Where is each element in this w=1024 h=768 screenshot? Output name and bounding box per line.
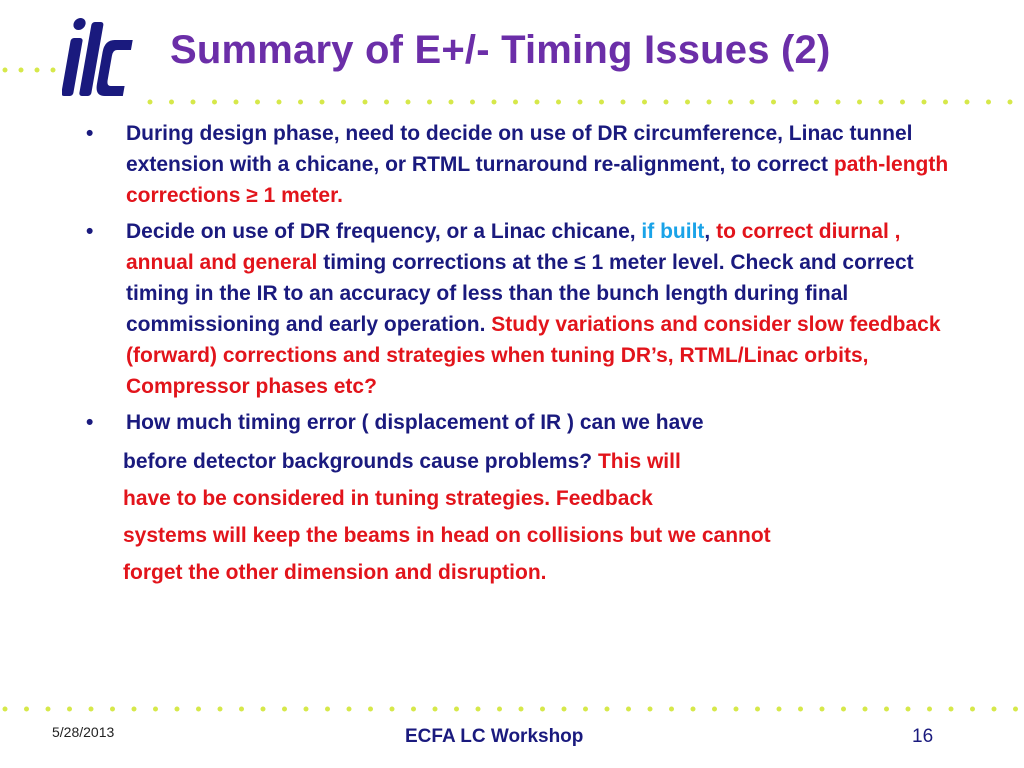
decorative-dot bbox=[411, 707, 416, 712]
decorative-dot bbox=[750, 100, 755, 105]
decorative-dot bbox=[519, 707, 524, 712]
continuation-line-2: have to be considered in tuning strategies. Feedback bbox=[123, 487, 653, 510]
decorative-dot bbox=[970, 707, 975, 712]
decorative-dot bbox=[191, 100, 196, 105]
decorative-dot bbox=[841, 707, 846, 712]
bullet-1-text: During design phase, need to decide on use of DR circumference, Linac tunnel extension with a chicane, or RTML turnaround re-alignment, to correct bbox=[126, 122, 913, 176]
decorative-dot bbox=[556, 100, 561, 105]
decorative-dot bbox=[540, 707, 545, 712]
bullet-3-text: How much timing error ( displacement of IR ) can we have bbox=[126, 411, 704, 434]
decorative-dot bbox=[239, 707, 244, 712]
decorative-dot bbox=[261, 707, 266, 712]
decorative-dot bbox=[884, 707, 889, 712]
decorative-dot bbox=[1008, 100, 1013, 105]
decorative-dot bbox=[814, 100, 819, 105]
decorative-dot bbox=[427, 100, 432, 105]
decorative-dot bbox=[169, 100, 174, 105]
page-number: 16 bbox=[912, 726, 934, 747]
decorative-dot bbox=[390, 707, 395, 712]
decorative-dot bbox=[685, 100, 690, 105]
decorative-dot bbox=[347, 707, 352, 712]
decorative-dot bbox=[218, 707, 223, 712]
decorative-dot bbox=[605, 707, 610, 712]
continuation-line-4: forget the other dimension and disruption. bbox=[123, 561, 547, 584]
decorative-dot bbox=[492, 100, 497, 105]
decorative-dot bbox=[906, 707, 911, 712]
decorative-dot bbox=[648, 707, 653, 712]
decorative-dot bbox=[562, 707, 567, 712]
decorative-dot bbox=[965, 100, 970, 105]
bullet-marker: • bbox=[86, 122, 94, 145]
decorative-dot bbox=[320, 100, 325, 105]
decorative-dot bbox=[712, 707, 717, 712]
decorative-dot bbox=[304, 707, 309, 712]
decorative-dot bbox=[110, 707, 115, 712]
decorative-dot bbox=[535, 100, 540, 105]
decorative-dot bbox=[777, 707, 782, 712]
decorative-dot bbox=[879, 100, 884, 105]
decorative-dot bbox=[583, 707, 588, 712]
continuation-paragraph bbox=[80, 443, 960, 591]
decorative-dot bbox=[863, 707, 868, 712]
continuation-line-1-emphasis: This will bbox=[597, 450, 681, 473]
decorative-dot bbox=[46, 707, 51, 712]
decorative-dot bbox=[298, 100, 303, 105]
decorative-dot bbox=[755, 707, 760, 712]
decorative-dot bbox=[277, 100, 282, 105]
decorative-dot bbox=[325, 707, 330, 712]
decorative-dot bbox=[148, 100, 153, 105]
decorative-dot bbox=[196, 707, 201, 712]
decorative-dot bbox=[599, 100, 604, 105]
decorative-dot bbox=[212, 100, 217, 105]
decorative-dot bbox=[642, 100, 647, 105]
ilc-logo-graphic bbox=[62, 10, 142, 110]
bullet-2-text-a: Decide on use of DR frequency, or a Linac chicane, bbox=[126, 220, 642, 243]
decorative-dot bbox=[449, 100, 454, 105]
footer-date: 5/28/2013 bbox=[52, 724, 115, 740]
decorative-dot bbox=[89, 707, 94, 712]
decorative-dot bbox=[363, 100, 368, 105]
decorative-dot bbox=[793, 100, 798, 105]
decorative-dot bbox=[927, 707, 932, 712]
decorative-dot bbox=[255, 100, 260, 105]
decorative-dot bbox=[234, 100, 239, 105]
decorative-dot bbox=[282, 707, 287, 712]
slide-title: Summary of E+/- Timing Issues (2) bbox=[170, 28, 831, 72]
decorative-dot bbox=[798, 707, 803, 712]
decorative-dot bbox=[728, 100, 733, 105]
decorative-dot bbox=[992, 707, 997, 712]
decorative-dot bbox=[691, 707, 696, 712]
decorative-dot bbox=[707, 100, 712, 105]
continuation-line-1 bbox=[123, 443, 960, 480]
decorative-dot bbox=[836, 100, 841, 105]
decorative-dot bbox=[132, 707, 137, 712]
bullet-1-emphasis: path-length corrections ≥ 1 meter. bbox=[126, 153, 949, 207]
footer-dotted-line bbox=[0, 704, 1024, 714]
decorative-dot bbox=[621, 100, 626, 105]
decorative-dot bbox=[67, 707, 72, 712]
decorative-dot bbox=[433, 707, 438, 712]
decorative-dot bbox=[341, 100, 346, 105]
decorative-dot bbox=[24, 707, 29, 712]
header-dotted-line bbox=[0, 97, 1024, 107]
bullet-marker: • bbox=[86, 411, 94, 434]
decorative-dot bbox=[734, 707, 739, 712]
decorative-dot bbox=[922, 100, 927, 105]
continuation-line-3: systems will keep the beams in head on collisions but we cannot bbox=[123, 524, 771, 547]
decorative-dot bbox=[857, 100, 862, 105]
bullet-item-2 bbox=[80, 216, 960, 402]
slide-body bbox=[80, 118, 960, 591]
bullet-item-1 bbox=[80, 118, 960, 211]
bullet-2-emphasis-b: Study variations and consider slow feedback (forward) corrections and strategies when tuning DR’s, RTML/Linac orbits, Compressor phases etc? bbox=[126, 313, 941, 398]
bullet-marker: • bbox=[86, 220, 94, 243]
decorative-dot bbox=[368, 707, 373, 712]
decorative-dot bbox=[664, 100, 669, 105]
decorative-dot bbox=[470, 100, 475, 105]
decorative-dot bbox=[578, 100, 583, 105]
decorative-dot bbox=[497, 707, 502, 712]
decorative-dot bbox=[669, 707, 674, 712]
decorative-dot bbox=[175, 707, 180, 712]
decorative-dot bbox=[513, 100, 518, 105]
decorative-dot bbox=[1013, 707, 1018, 712]
bullet-2-if-built: if built bbox=[641, 220, 705, 243]
decorative-dot bbox=[820, 707, 825, 712]
bullet-2-emphasis-a: to correct diurnal , annual and general bbox=[126, 220, 901, 274]
decorative-dot bbox=[771, 100, 776, 105]
bullet-2-comma: , bbox=[704, 220, 717, 243]
bullet-2-text-b: timing corrections at the ≤ 1 meter level. Check and correct timing in the IR to an accuracy of less than the bunch length during final commissioning and early operation. bbox=[126, 251, 914, 336]
bullet-item-3 bbox=[80, 407, 960, 438]
decorative-dot bbox=[153, 707, 158, 712]
decorative-dot bbox=[900, 100, 905, 105]
footer-event-name: ECFA LC Workshop bbox=[405, 726, 584, 747]
decorative-dot bbox=[626, 707, 631, 712]
decorative-dot bbox=[384, 100, 389, 105]
decorative-dot bbox=[986, 100, 991, 105]
decorative-dot bbox=[943, 100, 948, 105]
decorative-dot bbox=[476, 707, 481, 712]
continuation-line-1-text: before detector backgrounds cause problems? bbox=[123, 450, 598, 473]
decorative-dot bbox=[3, 707, 8, 712]
ilc-logo bbox=[62, 10, 142, 110]
decorative-dot bbox=[406, 100, 411, 105]
decorative-dot bbox=[949, 707, 954, 712]
decorative-dot bbox=[454, 707, 459, 712]
